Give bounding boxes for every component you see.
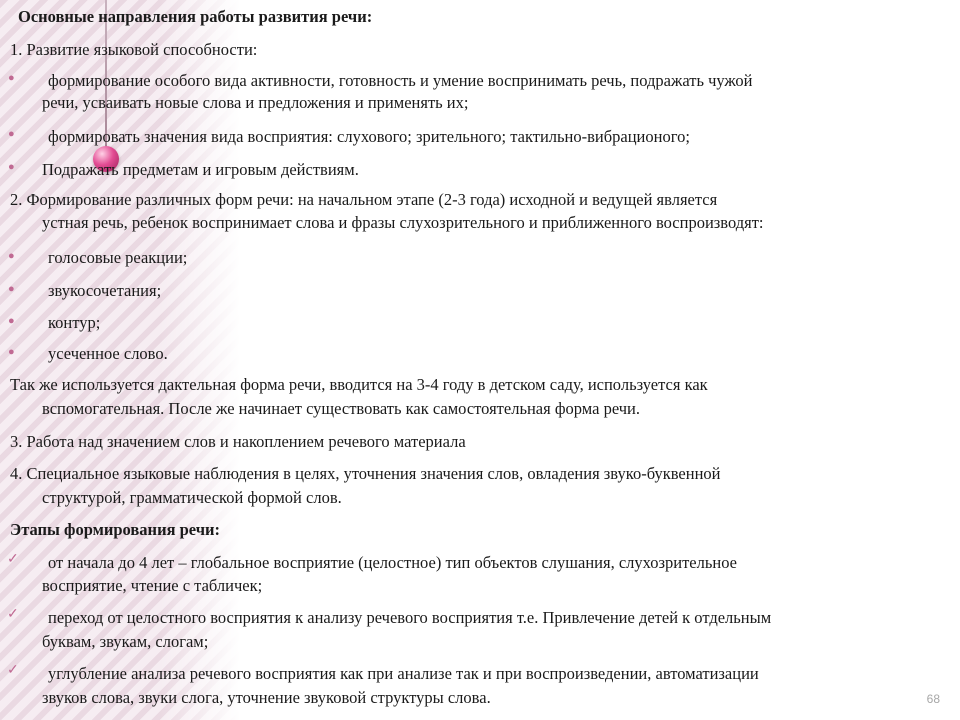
point-4-line-1: 4. Специальное языковые наблюдения в целях, уточнения значения слов, овладения звуко-буквенной [10,464,721,483]
stage-text: восприятие, чтение с табличек; [42,576,263,595]
bullet-text: формирование особого вида активности, готовность и умение воспринимать речь, подражать чужой [48,71,753,90]
dot-bullet-icon: ● [8,315,15,327]
checkmark-icon: ✓ [7,552,19,567]
dot-bullet-icon: ● [8,161,15,173]
dot-bullet-icon: ● [8,346,15,358]
stage-text: буквам, звукам, слогам; [42,632,209,651]
point-3: 3. Работа над значением слов и накоплением речевого материала [10,432,466,451]
bullet-text: речи, усваивать новые слова и предложения и применять их; [42,93,469,112]
page-number: 68 [926,692,940,706]
bullet-text: Подражать предметам и игровым действиям. [42,160,359,179]
point-4-line-2: структурой, грамматической формой слов. [42,488,342,507]
stage-text: переход от целостного восприятия к анализу речевого восприятия т.е. Привлечение детей к отдельным [48,608,772,627]
checkmark-icon: ✓ [7,607,19,622]
bullet-text: звукосочетания; [48,281,162,300]
point-2-line-2: устная речь, ребенок воспринимает слова и фразы слухозрительного и приближенного воспроизводят: [42,213,764,232]
stage-text: звуков слова, звуки слога, уточнение звуковой структуры слова. [42,688,491,707]
slide-heading: Основные направления работы развития речи: [18,7,373,26]
stage-text: от начала до 4 лет – глобальное восприятие (целостное) тип объектов слушания, слухозрительное [48,553,737,572]
stages-heading: Этапы формирования речи: [10,520,221,539]
point-1-title: 1. Развитие языковой способности: [10,40,258,59]
point-2-line-1: 2. Формирование различных форм речи: на начальном этапе (2-3 года) исходной и ведущей является [10,190,718,209]
dot-bullet-icon: ● [8,283,15,295]
dactyl-line-2: вспомогательная. После же начинает существовать как самостоятельная форма речи. [42,399,640,418]
bullet-text: голосовые реакции; [48,248,188,267]
dot-bullet-icon: ● [8,72,15,84]
bullet-text: усеченное слово. [48,344,168,363]
dot-bullet-icon: ● [8,250,15,262]
checkmark-icon: ✓ [7,663,19,678]
stage-text: углубление анализа речевого восприятия как при анализе так и при воспроизведении, автоматизации [48,664,759,683]
dactyl-line-1: Так же используется дактельная форма речи, вводится на 3-4 году в детском саду, используется как [10,375,708,394]
bullet-text: контур; [48,313,101,332]
bullet-text: формировать значения вида восприятия: слухового; зрительного; тактильно-вибрационого; [48,127,690,146]
dot-bullet-icon: ● [8,128,15,140]
